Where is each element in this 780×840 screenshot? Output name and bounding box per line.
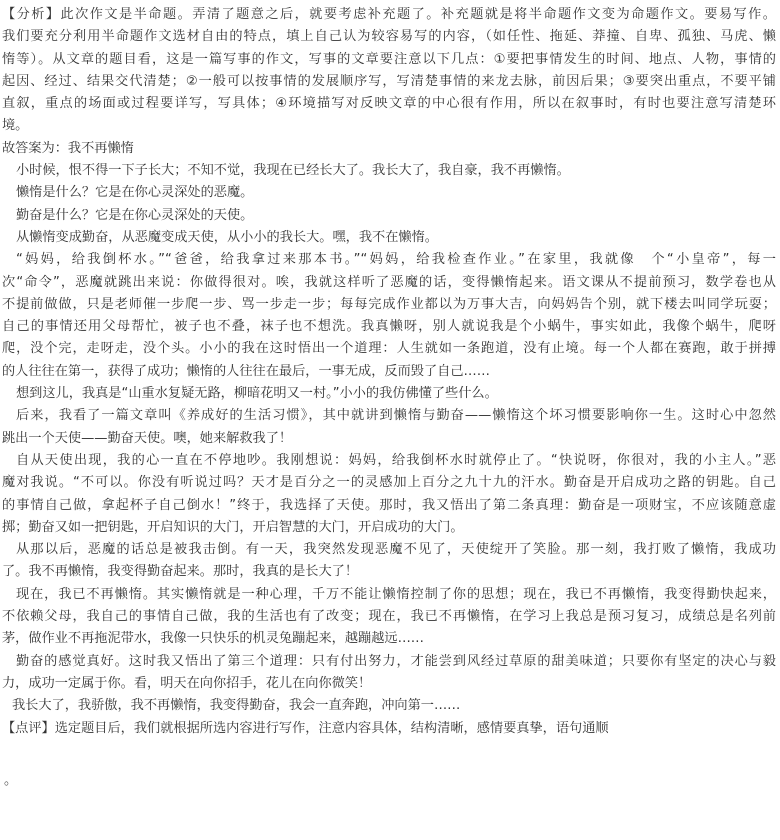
text-line: 掷；勤奋又如一把钥匙，开启知识的大门，开启智慧的大门，开启成功的大门。 (2, 519, 464, 535)
text-line: 次“命令”，恶魔就跳出来说：你做得很对。唉，我就这样听了恶魔的话，变得懒惰起来。语文课从不提前预习，数学卷也从 (2, 274, 776, 290)
text-line: 后来，我看了一篇文章叫《养成好的生活习惯》，其中就讲到懒惰与勤奋——懒惰这个坏习惯要影响你一生。这时心中忽然 (16, 408, 776, 424)
text-line: 【点评】选定题目后，我们就根据所选内容进行写作，注意内容具体，结构清晰，感情要真挚，语句通顺 (2, 720, 609, 736)
text-line: 力，成功一定属于你。看，明天在向你招手，花儿在向你微笑！ (2, 675, 372, 691)
text-line: 勤奋是什么？它是在你心灵深处的天使。 (16, 207, 254, 223)
text-line: 自从天使出现，我的心一直在不停地吵。我刚想说：妈妈，给我倒杯水时就停止了。“快说呀，你很对，我的小主人。”恶 (16, 452, 776, 468)
text-line: 现在，我已不再懒惰。其实懒惰就是一种心理，千万不能让懒惰控制了你的思想；现在，我已不再懒惰，我变得勤快起来， (16, 586, 776, 602)
text-line: 境。 (2, 118, 29, 134)
text-line: 故答案为：我不再懒惰 (2, 140, 134, 156)
text-line: 的人往往在第一，获得了成功；懒惰的人往往在最后，一事无成，反而毁了自己…… (2, 363, 490, 379)
text-line: 小时候，恨不得一下子长大；不知不觉，我现在已经长大了。我长大了，我自豪，我不再懒惰。 (16, 163, 570, 179)
trailing-mark: 。 (4, 772, 18, 788)
text-line: 不提前做做，只是老师催一步爬一步、骂一步走一步；每每完成作业都以为万事大吉，向妈妈告个别，就下楼去叫同学玩耍； (2, 296, 776, 312)
text-line: 我们要充分利用半命题作文选材自由的特点，填上自己认为较容易写的内容，（如任性、拖延、莽撞、自卑、孤独、马虎、懒 (2, 29, 776, 45)
text-line: 魔对我说。“不可以。你没有听说过吗？天才是百分之一的灵感加上百分之九十九的汗水。勤奋是开启成功之路的钥匙。自己 (2, 475, 776, 491)
text-line: 跳出一个天使——勤奋天使。噢，她来解救我了！ (2, 430, 293, 446)
text-line: 懒惰是什么？它是在你心灵深处的恶魔。 (16, 185, 254, 201)
spacer (2, 740, 776, 770)
text-line: 起因、经过、结果交代清楚；②一般可以按事情的发展顺序写，写清楚事情的来龙去脉，前因后果；③要突出重点，不要平铺 (2, 73, 776, 89)
text-line: 从懒惰变成勤奋，从恶魔变成天使，从小小的我长大。嘿，我不在懒惰。 (16, 229, 438, 245)
text-line: 了。我不再懒惰，我变得勤奋起来。那时，我真的是长大了！ (2, 564, 359, 580)
text-line: 我长大了，我骄傲，我不再懒惰，我变得勤奋，我会一直奔跑，冲向第一…… (12, 698, 461, 714)
text-line: 想到这儿，我真是“山重水复疑无路，柳暗花明又一村。”小小的我仿佛懂了些什么。 (16, 386, 498, 402)
text-line: 直叙，重点的场面或过程要详写，写具体；④环境描写对反映文章的中心很有作用，所以在叙事时，有时也要注意写清楚环 (2, 96, 776, 112)
text-line: “妈妈，给我倒杯水。”“爸爸，给我拿过来那本书。”“妈妈，给我检查作业。”在家里，我就像 个“小皇帝”，每一 (16, 252, 776, 268)
text-line: 的事情自己做，拿起杯子自己倒水！”终于，我选择了天使。那时，我又悟出了第二条真理：勤奋是一项财宝，不应该随意虚 (2, 497, 776, 513)
text-line: 勤奋的感觉真好。这时我又悟出了第三个道理：只有付出努力，才能尝到风经过草原的甜美味道；只要你有坚定的决心与毅 (16, 653, 776, 669)
text-line: 自己的事情还用父母帮忙，被子也不叠，袜子也不想洗。我真懒呀，别人就说我是个小蜗牛，事实如此，我像个蜗牛，爬呀 (2, 319, 776, 335)
text-line: 不依赖父母，我自己的事情自己做，我的生活也有了改变；现在，我已不再懒惰，在学习上我总是预习复习，成绩总是名列前 (2, 609, 776, 625)
text-line: 茅，做作业不再拖泥带水，我像一只快乐的机灵兔蹦起来，越蹦越远…… (2, 631, 424, 647)
text-line: 爬，没个完，走呀走，没个头。小小的我在这时悟出一个道理：人生就如一条跑道，没有止境。每一个人都在赛跑，敢于拼搏 (2, 341, 776, 357)
text-line: 【分析】此次作文是半命题。弄清了题意之后，就要考虑补充题了。补充题就是将半命题作文变为命题作文。要易写作。 (2, 7, 776, 22)
text-line: 惰等）。从文章的题目看，这是一篇写事的作文，写事的文章要注意以下几点：①要把事情发生的时间、地点、人物，事情的 (2, 51, 776, 67)
text-line: 从那以后，恶魔的话总是被我击倒。有一天，我突然发现恶魔不见了，天使绽开了笑脸。那一刻，我打败了懒惰，我成功 (16, 542, 776, 558)
